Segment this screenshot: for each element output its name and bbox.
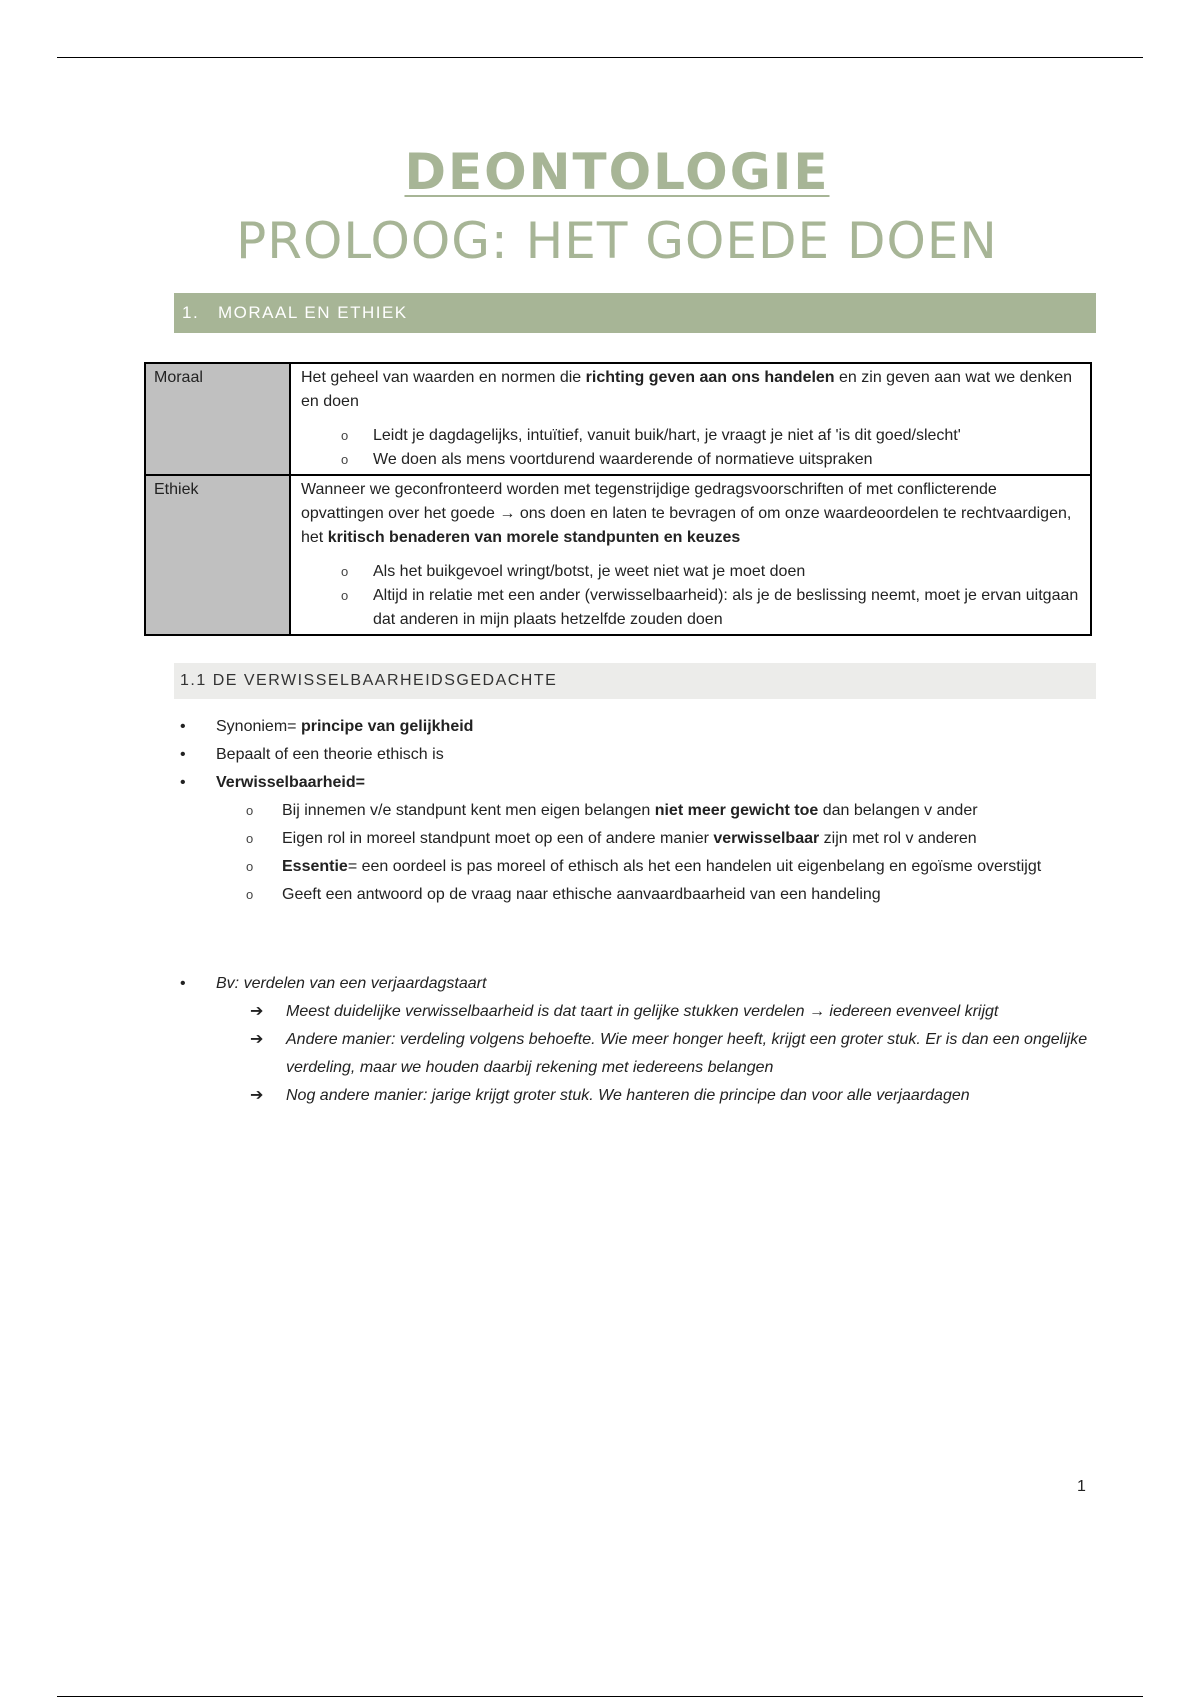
arrow-item	[250, 1082, 1114, 1110]
definition-text: en zin geven aan wat we denken en doen	[301, 369, 1073, 410]
definition-text: Wanneer we geconfronteerd worden met tegenstrijdige gedragsvoorschriften of met conflicterende opvattingen over het goede → ons doen en laten te bevragen of om onze waardeoordelen te rechtvaardigen, het	[301, 481, 1072, 546]
arrow-text: Meest duidelijke verwisselbaarheid is dat taart in gelijke stukken verdelen → iedereen evenveel krijgt	[286, 1003, 999, 1020]
list-emphasis: Verwisselbaarheid=	[216, 774, 365, 791]
list-item	[174, 713, 1114, 741]
definition-cell	[290, 363, 1091, 475]
footer-rule	[57, 1696, 1143, 1697]
sub-list	[216, 797, 1114, 909]
table-row	[145, 475, 1091, 635]
header-rule	[57, 57, 1143, 58]
definition-emphasis: kritisch benaderen van morele standpunten en keuzes	[327, 529, 741, 546]
list-text: dan belangen v ander	[818, 802, 978, 819]
list-item: o Als het buikgevoel wringt/botst, je weet niet wat je moet doen	[341, 560, 1080, 584]
list-text: Synoniem=	[216, 718, 301, 735]
arrow-item	[250, 1026, 1114, 1082]
list-item	[174, 769, 1114, 909]
definition-cell	[290, 475, 1091, 635]
arrow-list	[216, 998, 1114, 1110]
document-subtitle: PROLOOG: HET GOEDE DOEN	[236, 212, 998, 270]
list-text: zijn met rol v anderen	[819, 830, 977, 847]
section-heading-moraal-en-ethiek	[174, 293, 1096, 333]
section-heading-text: MORAAL EN ETHIEK	[218, 303, 408, 322]
list-text: = een oordeel is pas moreel of ethisch als het een handelen uit eigenbelang en egoïsme overstijgt	[347, 858, 1042, 875]
table-row	[145, 363, 1091, 475]
list-emphasis: Essentie	[282, 858, 348, 875]
definition-emphasis: richting geven aan ons handelen	[585, 369, 835, 386]
list-item: • Bepaalt of een theorie ethisch is	[174, 741, 1114, 769]
definitions-table	[144, 362, 1092, 636]
list-text: Eigen rol in moreel standpunt moet op een of andere manier	[282, 830, 714, 847]
arrow-item	[250, 998, 1114, 1026]
document-title: DEONTOLOGIE	[404, 143, 830, 201]
example-list	[174, 970, 1114, 1110]
arrow-icon: ➔	[250, 1031, 264, 1048]
arrow-icon: ➔	[250, 1087, 264, 1104]
list-item	[246, 853, 1114, 881]
arrow-text: Nog andere manier: jarige krijgt groter stuk. We hanteren die principe dan voor alle verjaardagen	[286, 1087, 970, 1104]
definition-points	[301, 560, 1080, 632]
list-emphasis: niet meer gewicht toe	[654, 802, 819, 819]
list-emphasis: verwisselbaar	[713, 830, 820, 847]
list-item: o Altijd in relatie met een ander (verwisselbaarheid): als je de beslissing neemt, moet je ervan uitgaan dat anderen in mijn plaats hetzelfde zouden doen	[341, 584, 1080, 632]
list-item: o We doen als mens voortdurend waarderende of normatieve uitspraken	[341, 448, 1080, 472]
definition-points	[301, 424, 1080, 472]
arrow-text: Andere manier: verdeling volgens behoefte. Wie meer honger heeft, krijgt een groter stuk. Er is dan een ongelijke verdeling, maar we houden daarbij rekening met iedereens belangen	[286, 1031, 1088, 1076]
list-item: o Leidt je dagdagelijks, intuïtief, vanuit buik/hart, je vraagt je niet af 'is dit goed/slecht'	[341, 424, 1080, 448]
term-cell: Moraal	[145, 363, 290, 475]
verwisselbaarheid-list	[174, 713, 1114, 909]
term-cell: Ethiek	[145, 475, 290, 635]
list-item	[174, 970, 1114, 1110]
section-number: 1.	[182, 303, 200, 322]
list-text: Bij innemen v/e standpunt kent men eigen belangen	[282, 802, 655, 819]
arrow-icon: ➔	[250, 1003, 264, 1020]
list-item	[246, 797, 1114, 825]
example-label: Bv: verdelen van een verjaardagstaart	[216, 975, 487, 992]
subsection-heading-verwisselbaarheid: 1.1 DE VERWISSELBAARHEIDSGEDACHTE	[174, 663, 1096, 699]
list-item	[246, 825, 1114, 853]
list-item: o Geeft een antwoord op de vraag naar ethische aanvaardbaarheid van een handeling	[246, 881, 1114, 909]
list-emphasis: principe van gelijkheid	[300, 718, 474, 735]
page-number: 1	[1077, 1478, 1086, 1495]
definition-text: Het geheel van waarden en normen die	[301, 369, 586, 386]
